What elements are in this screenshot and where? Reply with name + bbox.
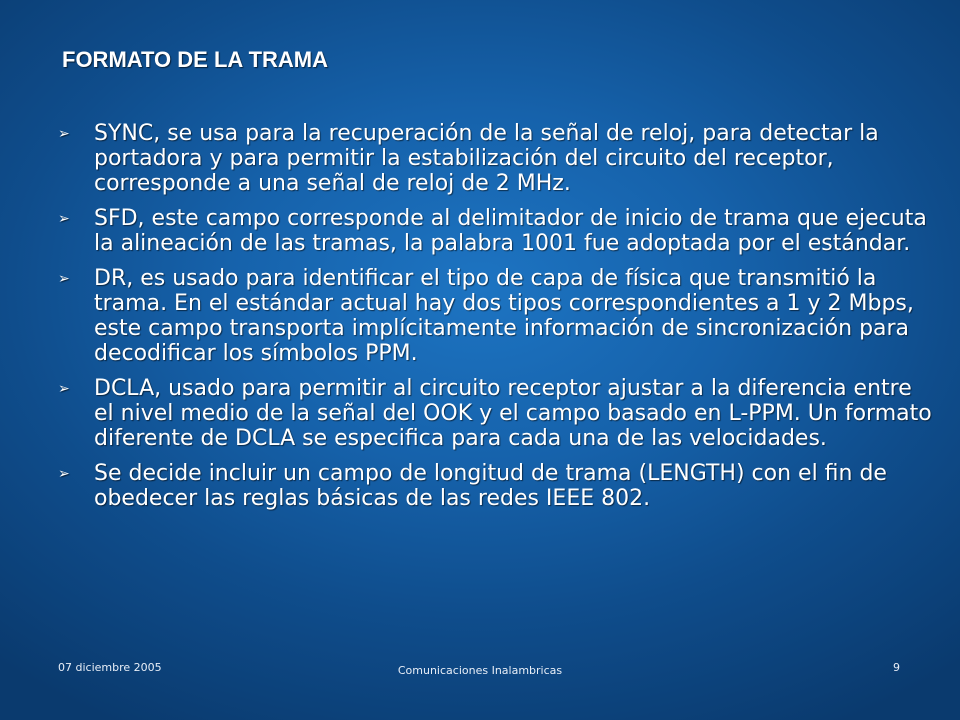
bullet-item [58,266,938,366]
arrow-bullet-icon: ➢ [58,466,70,482]
bullet-text: DCLA, usado para permitir al circuito receptor ajustar a la diferencia entre el nivel medio de la señal del OOK y el campo basado en L-PPM. Un formato diferente de DCLA se especifica para cada una de las velocidades. [94,376,932,451]
arrow-bullet-icon: ➢ [58,381,70,397]
footer-page-number: 9 [893,661,900,674]
footer-course: Comunicaciones Inalambricas [397,664,563,677]
arrow-bullet-icon: ➢ [58,126,70,142]
bullet-list [58,121,938,521]
bullet-item [58,206,938,256]
bullet-item [58,461,938,511]
bullet-item [58,121,938,196]
arrow-bullet-icon: ➢ [58,211,70,227]
bullet-text: SYNC, se usa para la recuperación de la señal de reloj, para detectar la portadora y para permitir la estabilización del circuito del receptor, corresponde a una señal de reloj de 2 MHz. [94,121,879,196]
footer-date: 07 diciembre 2005 [58,661,162,674]
bullet-text: SFD, este campo corresponde al delimitador de inicio de trama que ejecuta la alineación de las tramas, la palabra 1001 fue adoptada por el estándar. [94,206,927,256]
bullet-text: Se decide incluir un campo de longitud de trama (LENGTH) con el fin de obedecer las reglas básicas de las redes IEEE 802. [94,461,887,511]
slide-title: FORMATO DE LA TRAMA [62,47,329,72]
bullet-item [58,376,938,451]
bullet-text: DR, es usado para identificar el tipo de capa de física que transmitió la trama. En el estándar actual hay dos tipos correspondientes a 1 y 2 Mbps, este campo transporta implícitamente información de sincronización para decodificar los símbolos PPM. [94,266,914,366]
arrow-bullet-icon: ➢ [58,271,70,287]
